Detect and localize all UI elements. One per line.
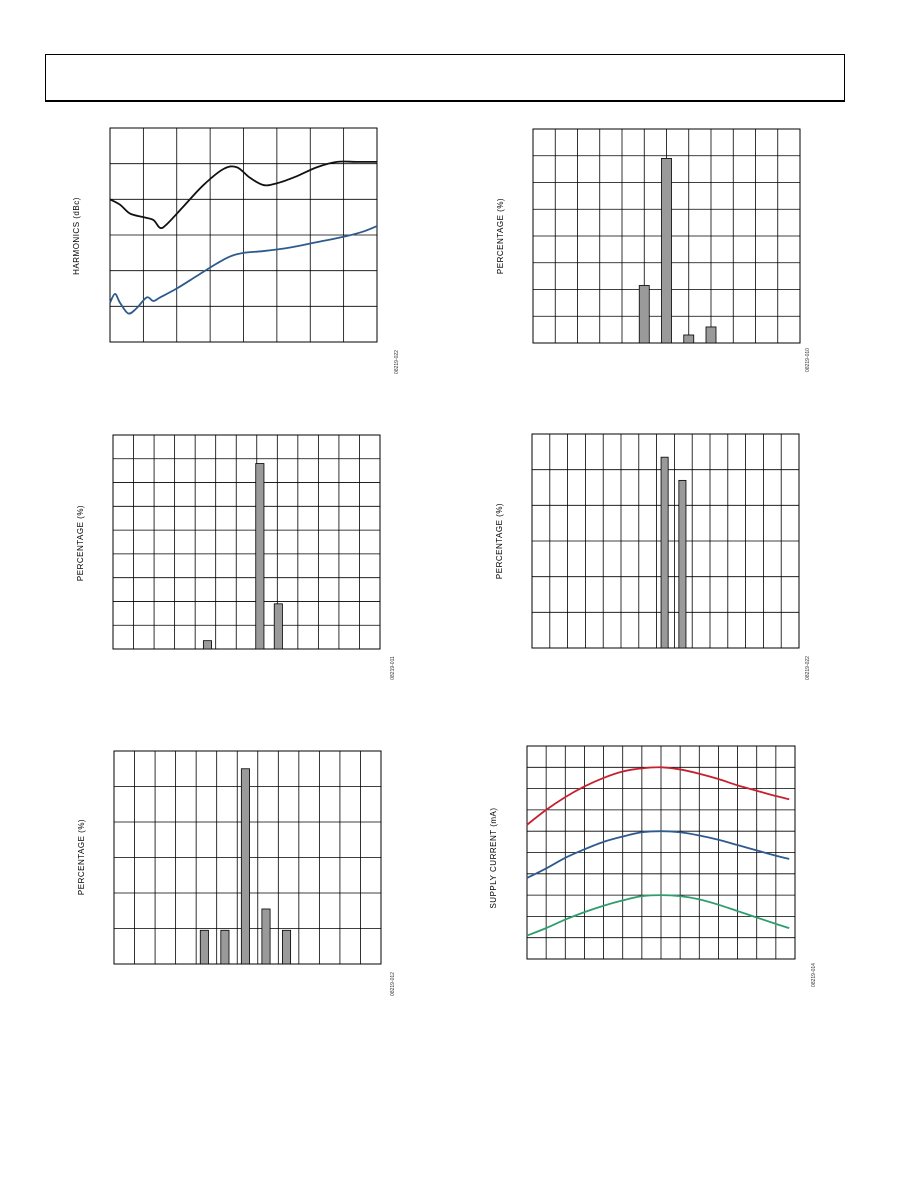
series-line	[527, 831, 789, 878]
histogram-bar	[262, 909, 270, 964]
histogram-bar	[639, 285, 649, 343]
figure-id: 08219-010	[805, 348, 811, 372]
histogram-bar	[200, 930, 208, 964]
percentage-chart-1	[496, 129, 811, 372]
y-axis-label: PERCENTAGE (%)	[496, 197, 505, 275]
figure-id: 08219-014	[811, 963, 817, 987]
figure-id: 08219-022	[805, 656, 811, 680]
figure-id: 08219-011	[390, 656, 396, 680]
histogram-bar	[203, 641, 211, 649]
percentage-chart-4	[77, 751, 396, 996]
percentage-chart-2	[76, 435, 396, 680]
chart-grid	[113, 435, 380, 649]
histogram-bar	[679, 480, 686, 648]
plot-frame	[113, 435, 380, 649]
series-line	[527, 767, 789, 825]
histogram-bar	[706, 327, 716, 343]
series-line	[527, 895, 789, 935]
histogram-bar	[256, 464, 264, 649]
histogram-bar	[661, 457, 668, 648]
histogram-bar	[274, 604, 282, 649]
histogram-bar	[221, 930, 229, 964]
figure-id: 08219-012	[390, 972, 396, 996]
histogram-bar	[282, 930, 290, 964]
y-axis-label: SUPPLY CURRENT (mA)	[489, 807, 498, 909]
y-axis-label: PERCENTAGE (%)	[76, 504, 85, 582]
harmonics-chart	[72, 128, 400, 374]
y-axis-label: HARMONICS (dBc)	[72, 197, 81, 275]
histogram-bar	[241, 769, 249, 964]
histogram-bar	[684, 335, 694, 343]
chart-bars	[203, 464, 282, 649]
figure-id: 08219-022	[394, 350, 400, 374]
chart-series	[527, 767, 789, 935]
chart-grid	[527, 746, 795, 959]
chart-bars	[639, 158, 716, 343]
y-axis-label: PERCENTAGE (%)	[77, 818, 86, 896]
supply-current-chart	[489, 746, 817, 987]
chart-bars	[661, 457, 686, 648]
y-axis-label: PERCENTAGE (%)	[495, 502, 504, 580]
chart-bars	[200, 769, 290, 964]
histogram-bar	[661, 158, 671, 343]
chart-grid	[110, 128, 377, 342]
percentage-chart-3	[495, 434, 811, 680]
